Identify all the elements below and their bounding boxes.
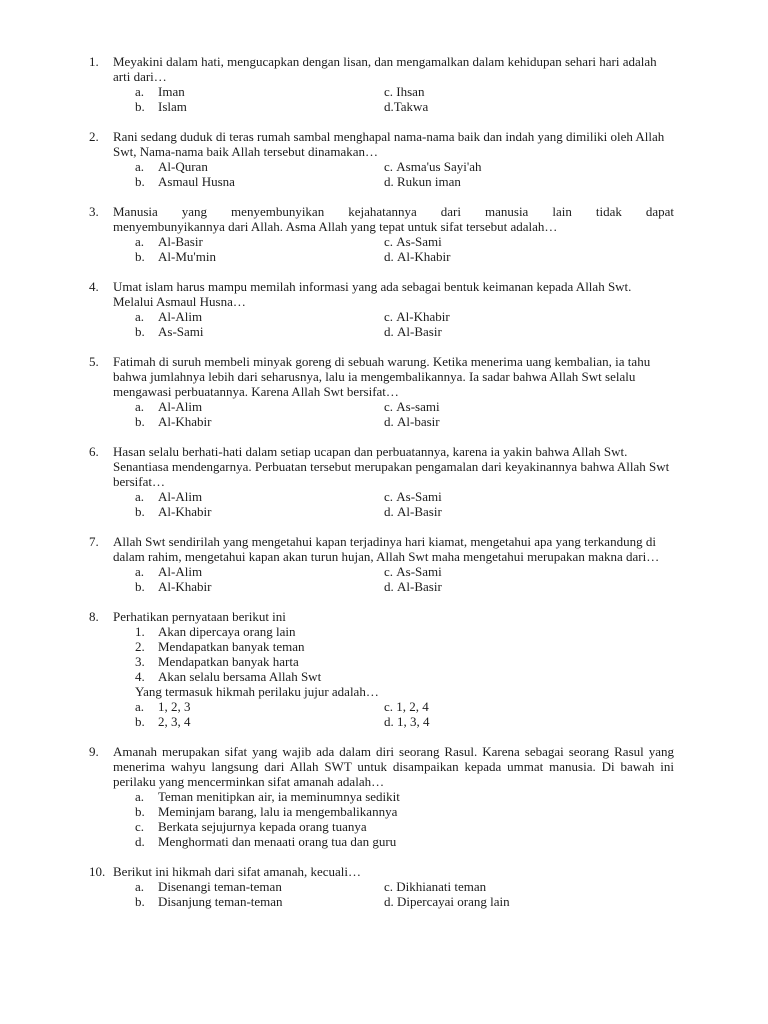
question-number: 4.	[89, 279, 99, 294]
option-a	[135, 789, 768, 804]
option-d	[384, 174, 644, 189]
option-letter: c.	[384, 234, 394, 249]
option-text: Al-Khabir	[158, 414, 212, 429]
statement-number: 4.	[135, 669, 145, 684]
option-letter: d.	[135, 834, 145, 849]
question-text: Umat islam harus mampu memilah informasi yang ada sebagai bentuk keimanan kepada Allah Swt. Melalui Asmaul Husna…	[113, 279, 632, 309]
question-number: 3.	[89, 204, 99, 219]
statement-text: Mendapatkan banyak harta	[158, 654, 299, 669]
option-text: 2, 3, 4	[158, 714, 191, 729]
option-text: Iman	[158, 84, 185, 99]
option-text: Islam	[158, 99, 187, 114]
statement-number: 1.	[135, 624, 145, 639]
option-d	[384, 714, 644, 729]
option-a	[135, 399, 384, 414]
option-text: Al-Basir	[158, 234, 203, 249]
option-letter: a.	[135, 879, 145, 894]
statement-item	[135, 669, 768, 684]
option-letter: a.	[135, 309, 145, 324]
question-text: Perhatikan pernyataan berikut ini	[113, 609, 286, 624]
option-letter: b.	[135, 504, 145, 519]
option-text: Meminjam barang, lalu ia mengembalikannya	[158, 804, 398, 819]
option-text: Teman menitipkan air, ia meminumnya sedikit	[158, 789, 400, 804]
option-letter: d.	[384, 99, 394, 114]
option-text: Al-Quran	[158, 159, 208, 174]
question-number: 7.	[89, 534, 99, 549]
question-8	[0, 609, 768, 729]
option-text: Al-basir	[397, 414, 440, 429]
option-b	[135, 804, 768, 819]
option-text: Berkata sejujurnya kepada orang tuanya	[158, 819, 367, 834]
option-text: Takwa	[393, 99, 429, 114]
question-text: Allah Swt sendirilah yang mengetahui kapan terjadinya hari kiamat, mengetahui apa yang terkandung di dalam rahim, mengetahui kapan akan turun hujan, Allah Swt maha mengetahui merupakan makna dari…	[113, 534, 660, 564]
option-b	[135, 174, 384, 189]
option-b	[135, 894, 384, 909]
option-letter: b.	[135, 804, 145, 819]
question-1	[0, 54, 768, 114]
option-letter: c.	[384, 399, 394, 414]
option-letter: a.	[135, 789, 145, 804]
option-letter: b.	[135, 99, 145, 114]
statement-item	[135, 624, 768, 639]
option-d	[384, 249, 644, 264]
option-text: Al-Alim	[158, 399, 203, 414]
option-c	[384, 159, 644, 174]
option-b	[135, 324, 384, 339]
question-text: Amanah merupakan sifat yang wajib ada dalam diri seorang Rasul. Karena sebagai seorang Rasul yang menerima wahyu langsung dari Allah SWT untuk disampaikan kepada ummat manusia. Di bawah ini perilaku yang mencerminkan sifat amanah adalah…	[113, 744, 674, 789]
option-a	[135, 879, 384, 894]
option-text: Al-Basir	[397, 324, 442, 339]
question-2	[0, 129, 768, 189]
option-c	[384, 234, 644, 249]
statement-text: Akan selalu bersama Allah Swt	[158, 669, 322, 684]
option-letter: a.	[135, 84, 145, 99]
option-b	[135, 414, 384, 429]
option-d	[384, 414, 644, 429]
option-d	[384, 99, 644, 114]
option-a	[135, 489, 384, 504]
question-7	[0, 534, 768, 594]
option-text: Al-Khabir	[158, 579, 212, 594]
option-text: Menghormati dan menaati orang tua dan guru	[158, 834, 397, 849]
option-letter: c.	[384, 489, 394, 504]
option-letter: a.	[135, 564, 145, 579]
option-text: 1, 3, 4	[397, 714, 430, 729]
option-text: As-Sami	[396, 564, 442, 579]
option-text: As-Sami	[396, 489, 442, 504]
option-text: 1, 2, 3	[158, 699, 191, 714]
statement-item	[135, 639, 768, 654]
option-letter: b.	[135, 579, 145, 594]
option-a	[135, 234, 384, 249]
option-text: Al-Mu'min	[158, 249, 216, 264]
option-text: Al-Alim	[158, 309, 203, 324]
option-c	[384, 699, 644, 714]
option-letter: c.	[384, 879, 394, 894]
question-5	[0, 354, 768, 429]
option-letter: b.	[135, 414, 145, 429]
option-text: Al-Khabir	[396, 309, 450, 324]
option-a	[135, 159, 384, 174]
option-letter: d.	[384, 894, 394, 909]
option-d	[384, 894, 644, 909]
option-letter: c.	[384, 84, 394, 99]
option-letter: b.	[135, 249, 145, 264]
option-a	[135, 564, 384, 579]
option-b	[135, 249, 384, 264]
option-letter: d.	[384, 174, 394, 189]
option-c	[135, 819, 768, 834]
option-text: As-Sami	[158, 324, 204, 339]
option-a	[135, 699, 384, 714]
question-number: 6.	[89, 444, 99, 459]
statement-text: Akan dipercaya orang lain	[158, 624, 296, 639]
option-text: Al-Khabir	[158, 504, 212, 519]
option-letter: d.	[384, 579, 394, 594]
statement-number: 2.	[135, 639, 145, 654]
question-4	[0, 279, 768, 339]
option-letter: d.	[384, 324, 394, 339]
option-letter: c.	[384, 699, 394, 714]
option-b	[135, 714, 384, 729]
option-d	[384, 504, 644, 519]
option-text: As-sami	[396, 399, 440, 414]
option-letter: d.	[384, 504, 394, 519]
option-text: Dipercayai orang lain	[397, 894, 510, 909]
statement-number: 3.	[135, 654, 145, 669]
option-letter: c.	[384, 309, 394, 324]
option-text: As-Sami	[396, 234, 442, 249]
option-c	[384, 489, 644, 504]
question-text: Berikut ini hikmah dari sifat amanah, kecuali…	[113, 864, 362, 879]
option-letter: c.	[384, 159, 394, 174]
option-letter: b.	[135, 174, 145, 189]
question-text: Rani sedang duduk di teras rumah sambal menghapal nama-nama baik dan indah yang dimiliki oleh Allah Swt, Nama-nama baik Allah tersebut dinamakan…	[113, 129, 665, 159]
option-letter: b.	[135, 894, 145, 909]
question-number: 9.	[89, 744, 99, 759]
option-text: Disanjung teman-teman	[158, 894, 283, 909]
question-number: 10.	[89, 864, 106, 879]
option-text: Al-Alim	[158, 564, 203, 579]
option-text: Al-Basir	[397, 579, 442, 594]
option-text: 1, 2, 4	[396, 699, 429, 714]
option-letter: d.	[384, 414, 394, 429]
statement-text: Mendapatkan banyak teman	[158, 639, 305, 654]
option-letter: d.	[384, 249, 394, 264]
question-number: 2.	[89, 129, 99, 144]
option-d	[135, 834, 768, 849]
question-number: 5.	[89, 354, 99, 369]
statement-item	[135, 654, 768, 669]
option-text: Dikhianati teman	[396, 879, 487, 894]
question-text-line-2: menyembunyikannya dari Allah. Asma Allah yang tepat untuk sifat tersebut adalah…	[113, 219, 558, 234]
option-c	[384, 399, 644, 414]
option-d	[384, 324, 644, 339]
option-letter: c.	[135, 819, 145, 834]
question-text: Hasan selalu berhati-hati dalam setiap ucapan dan perbuatannya, karena ia yakin bahwa Allah Swt. Senantiasa mendengarnya. Perbuatan tersebut merupakan pengamalan dari keyakinannya bahwa Allah Swt bersifat…	[113, 444, 670, 489]
option-a	[135, 84, 384, 99]
option-b	[135, 504, 384, 519]
option-c	[384, 84, 644, 99]
question-sheet	[0, 54, 768, 924]
option-letter: a.	[135, 399, 145, 414]
option-letter: b.	[135, 324, 145, 339]
question-10	[0, 864, 768, 909]
option-a	[135, 309, 384, 324]
option-b	[135, 579, 384, 594]
option-d	[384, 579, 644, 594]
question-6	[0, 444, 768, 519]
question-text: Meyakini dalam hati, mengucapkan dengan lisan, dan mengamalkan dalam kehidupan sehari hari adalah arti dari…	[113, 54, 657, 84]
question-number: 8.	[89, 609, 99, 624]
option-b	[135, 99, 384, 114]
option-letter: b.	[135, 714, 145, 729]
option-text: Ihsan	[396, 84, 425, 99]
question-number: 1.	[89, 54, 99, 69]
statement-list	[135, 624, 768, 684]
option-text: Asmaul Husna	[158, 174, 235, 189]
question-text-line-1: Manusia yang menyembunyikan kejahatannya dari manusia lain tidak dapat	[113, 204, 674, 219]
option-text: Disenangi teman-teman	[158, 879, 282, 894]
question-9	[0, 744, 768, 849]
option-letter: a.	[135, 234, 145, 249]
option-text: Al-Khabir	[397, 249, 451, 264]
option-letter: a.	[135, 489, 145, 504]
option-letter: d.	[384, 714, 394, 729]
question-follow-up: Yang termasuk hikmah perilaku jujur adalah…	[135, 684, 379, 699]
option-text: Rukun iman	[397, 174, 461, 189]
option-text: Al-Basir	[397, 504, 442, 519]
option-letter: a.	[135, 159, 145, 174]
option-c	[384, 309, 644, 324]
option-text: Asma'us Sayi'ah	[396, 159, 482, 174]
option-c	[384, 879, 644, 894]
question-3	[0, 204, 768, 264]
option-letter: a.	[135, 699, 145, 714]
question-text: Fatimah di suruh membeli minyak goreng di sebuah warung. Ketika menerima uang kembalian, ia tahu bahwa jumlahnya lebih dari seharusnya, lalu ia mengembalikannya. Ia sadar bahwa Allah Swt selalu mengawasi perbuatannya. Karena Allah Swt bersifat…	[113, 354, 651, 399]
option-c	[384, 564, 644, 579]
option-letter: c.	[384, 564, 394, 579]
option-text: Al-Alim	[158, 489, 203, 504]
